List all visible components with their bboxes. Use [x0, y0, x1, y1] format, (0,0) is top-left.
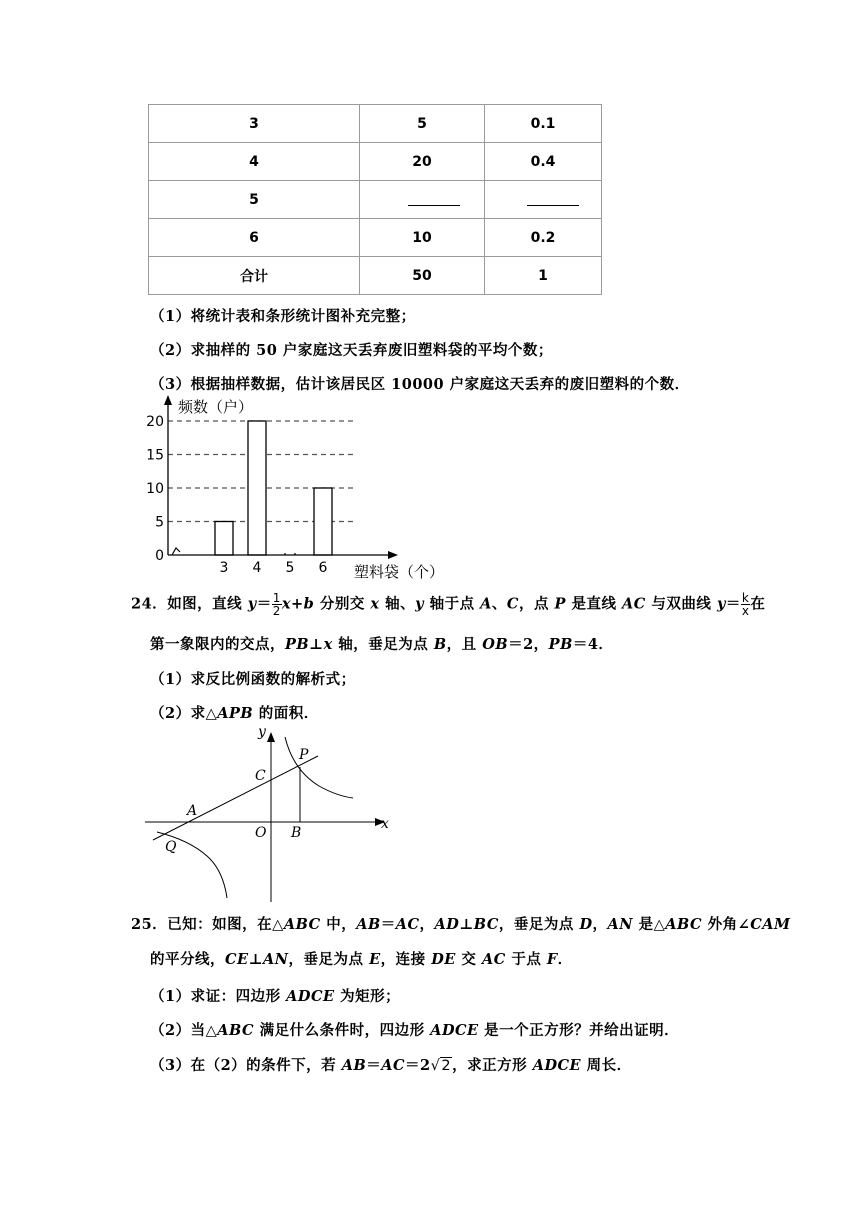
text: E	[369, 951, 381, 968]
text: ，垂足为点	[288, 951, 370, 968]
text: APB	[217, 705, 254, 722]
question-23-part-3: （3）根据抽样数据，估计该居民区 10000 户家庭这天丢弃的废旧塑料的个数．	[150, 376, 690, 393]
text: CAM	[750, 916, 791, 933]
text: 为矩形；	[334, 988, 401, 1005]
text: 是一个正方形？并给出证明．	[478, 1022, 680, 1039]
text: ，且	[446, 636, 483, 653]
frequency-table	[148, 104, 602, 295]
table-row	[149, 257, 602, 295]
question-number: 25．	[131, 916, 168, 933]
table-cell: 5	[149, 181, 360, 219]
text: ADCE	[430, 1022, 479, 1039]
text: ADCE	[532, 1057, 582, 1074]
table-cell: 6	[149, 219, 360, 257]
text: ⊥	[459, 916, 474, 933]
text: 是△	[633, 916, 666, 933]
square-root: √2	[430, 1058, 452, 1074]
y-axis-arrow	[267, 732, 275, 742]
x-tick-label: 6	[318, 560, 328, 576]
label-y: y	[258, 724, 266, 740]
text: AC	[395, 916, 420, 933]
text: P	[554, 595, 566, 613]
radicand: 2	[441, 1058, 452, 1074]
text: OB	[482, 636, 509, 653]
table-cell: 1	[485, 257, 602, 295]
text: b	[303, 595, 315, 613]
answer-blank	[527, 189, 579, 206]
fraction	[741, 592, 750, 617]
text: ，求正方形	[452, 1057, 533, 1074]
x-tick-label: 3	[219, 560, 229, 576]
text: AB	[356, 916, 381, 933]
question-25-part-1	[150, 985, 400, 1006]
text: 轴，垂足为点	[332, 636, 434, 653]
bar-6	[314, 488, 332, 555]
text: 是直线	[565, 595, 623, 613]
text: AC	[481, 951, 506, 968]
text: 的平分线，	[150, 951, 225, 968]
table-cell: 10	[360, 219, 485, 257]
text: PB	[548, 636, 573, 653]
axis-break-icon	[172, 548, 180, 555]
chart-y-ticks	[146, 414, 164, 564]
text: ＝2	[405, 1057, 431, 1074]
y-tick-label: 5	[155, 514, 164, 531]
text: B	[433, 636, 447, 653]
fraction-denominator: 2	[272, 604, 281, 618]
text: C	[506, 595, 519, 613]
y-tick-label: 20	[146, 414, 164, 430]
fraction-numerator: 1	[272, 591, 281, 605]
text: （3）在（2）的条件下，若	[150, 1057, 342, 1074]
table-cell	[485, 181, 602, 219]
text: CE	[225, 951, 249, 968]
text: 与双曲线	[645, 595, 717, 613]
text: 满足什么条件时，四边形	[254, 1022, 431, 1039]
x-tick-label: 4	[252, 560, 262, 576]
text: （2）求△	[150, 705, 218, 722]
table-cell: 0.1	[485, 105, 602, 143]
question-25-part-2	[150, 1019, 679, 1040]
y-tick-label: 10	[146, 481, 164, 497]
text: 轴于点	[424, 595, 481, 613]
text: AB	[341, 1057, 367, 1074]
x-tick-label: 5	[285, 560, 295, 576]
text: ＝	[380, 916, 396, 933]
text: 在	[750, 595, 766, 613]
text: F	[546, 951, 558, 968]
y-axis-arrow	[164, 395, 172, 405]
table-row	[149, 181, 602, 219]
text: AD	[434, 916, 460, 933]
table-cell: 5	[360, 105, 485, 143]
text: ，点	[518, 595, 555, 613]
text: AN	[607, 916, 634, 933]
fraction	[272, 592, 282, 617]
text: y	[415, 595, 425, 613]
text: 交	[455, 951, 482, 968]
table-cell: 合计	[149, 257, 360, 295]
question-24-line-1	[131, 592, 765, 617]
chart-x-ticks	[220, 560, 328, 576]
text: ，	[419, 916, 435, 933]
table-cell: 3	[149, 105, 360, 143]
text: ADCE	[286, 988, 335, 1005]
answer-blank	[408, 189, 460, 206]
label-p: P	[299, 747, 309, 763]
text: x	[370, 595, 380, 613]
table-cell: 0.4	[485, 143, 602, 181]
question-24-part-2	[150, 702, 319, 723]
text: 的面积．	[253, 705, 319, 722]
text: ，垂足为点	[498, 916, 580, 933]
table-cell: 0.2	[485, 219, 602, 257]
text: x	[323, 636, 333, 653]
text: 、	[491, 595, 507, 613]
text: 轴、	[379, 595, 416, 613]
text: 第一象限内的交点，	[150, 636, 285, 653]
question-23-part-2: （2）求抽样的 50 户家庭这天丢弃废旧塑料袋的平均个数；	[150, 342, 553, 359]
text: AN	[263, 951, 289, 968]
y-axis-label: 频数（户）	[178, 398, 254, 416]
text: 外角∠	[702, 916, 751, 933]
label-b: B	[291, 825, 302, 841]
label-o: O	[255, 825, 267, 841]
text: ABC	[665, 916, 703, 933]
x-axis-label: 塑料袋（个）	[354, 563, 445, 581]
table-row	[149, 143, 602, 181]
text: BC	[473, 916, 499, 933]
text: 已知：如图，在△	[167, 916, 284, 933]
question-number: 24．	[131, 595, 168, 613]
fraction-numerator: k	[741, 591, 750, 605]
table-row	[149, 219, 602, 257]
question-24-part-1: （1）求反比例函数的解析式；	[150, 671, 356, 688]
text: DE	[431, 951, 456, 968]
question-25-line-2	[150, 948, 573, 969]
text: ，连接	[380, 951, 432, 968]
text: AC	[622, 595, 646, 613]
text: ．	[557, 951, 573, 968]
text: 分别交	[314, 595, 371, 613]
fraction-denominator: x	[741, 604, 750, 618]
text: ABC	[217, 1022, 255, 1039]
text: PB	[285, 636, 310, 653]
text: 周长．	[581, 1057, 632, 1074]
table-cell: 20	[360, 143, 485, 181]
bar-chart	[140, 395, 450, 585]
text: y	[716, 595, 726, 613]
text: 于点	[505, 951, 547, 968]
question-25-part-3	[150, 1054, 632, 1075]
table-cell: 50	[360, 257, 485, 295]
text: （1）求证：四边形	[150, 988, 287, 1005]
label-c: C	[255, 768, 266, 784]
bar-4	[248, 421, 266, 555]
text: x	[281, 595, 291, 613]
text: ＝4．	[572, 636, 614, 653]
table-row	[149, 105, 602, 143]
question-25-line-1	[131, 913, 791, 934]
label-q: Q	[165, 839, 177, 855]
text: ，	[592, 916, 608, 933]
text: AC	[381, 1057, 406, 1074]
text: ＝2，	[508, 636, 549, 653]
text: y	[247, 595, 257, 613]
question-24-line-2	[150, 633, 613, 654]
text: ⊥	[309, 636, 324, 653]
text: （2）当△	[150, 1022, 218, 1039]
bar-3	[215, 522, 233, 556]
y-tick-label: 0	[155, 548, 164, 564]
text: ＝	[366, 1057, 382, 1074]
question-23-part-1: （1）将统计表和条形统计图补充完整；	[150, 308, 416, 325]
table-cell: 4	[149, 143, 360, 181]
text: ⊥	[248, 951, 264, 968]
text: 如图，直线	[167, 595, 248, 613]
label-x: x	[381, 816, 389, 832]
coordinate-figure	[145, 722, 395, 904]
x-axis-arrow	[388, 551, 398, 559]
text: ＝	[256, 595, 272, 613]
text: D	[579, 916, 593, 933]
text: ＝	[725, 595, 741, 613]
text: A	[480, 595, 492, 613]
label-a: A	[187, 803, 198, 819]
text: +	[290, 595, 304, 613]
text: 中，	[320, 916, 357, 933]
text: ABC	[283, 916, 321, 933]
y-tick-label: 15	[146, 447, 164, 464]
table-cell	[360, 181, 485, 219]
